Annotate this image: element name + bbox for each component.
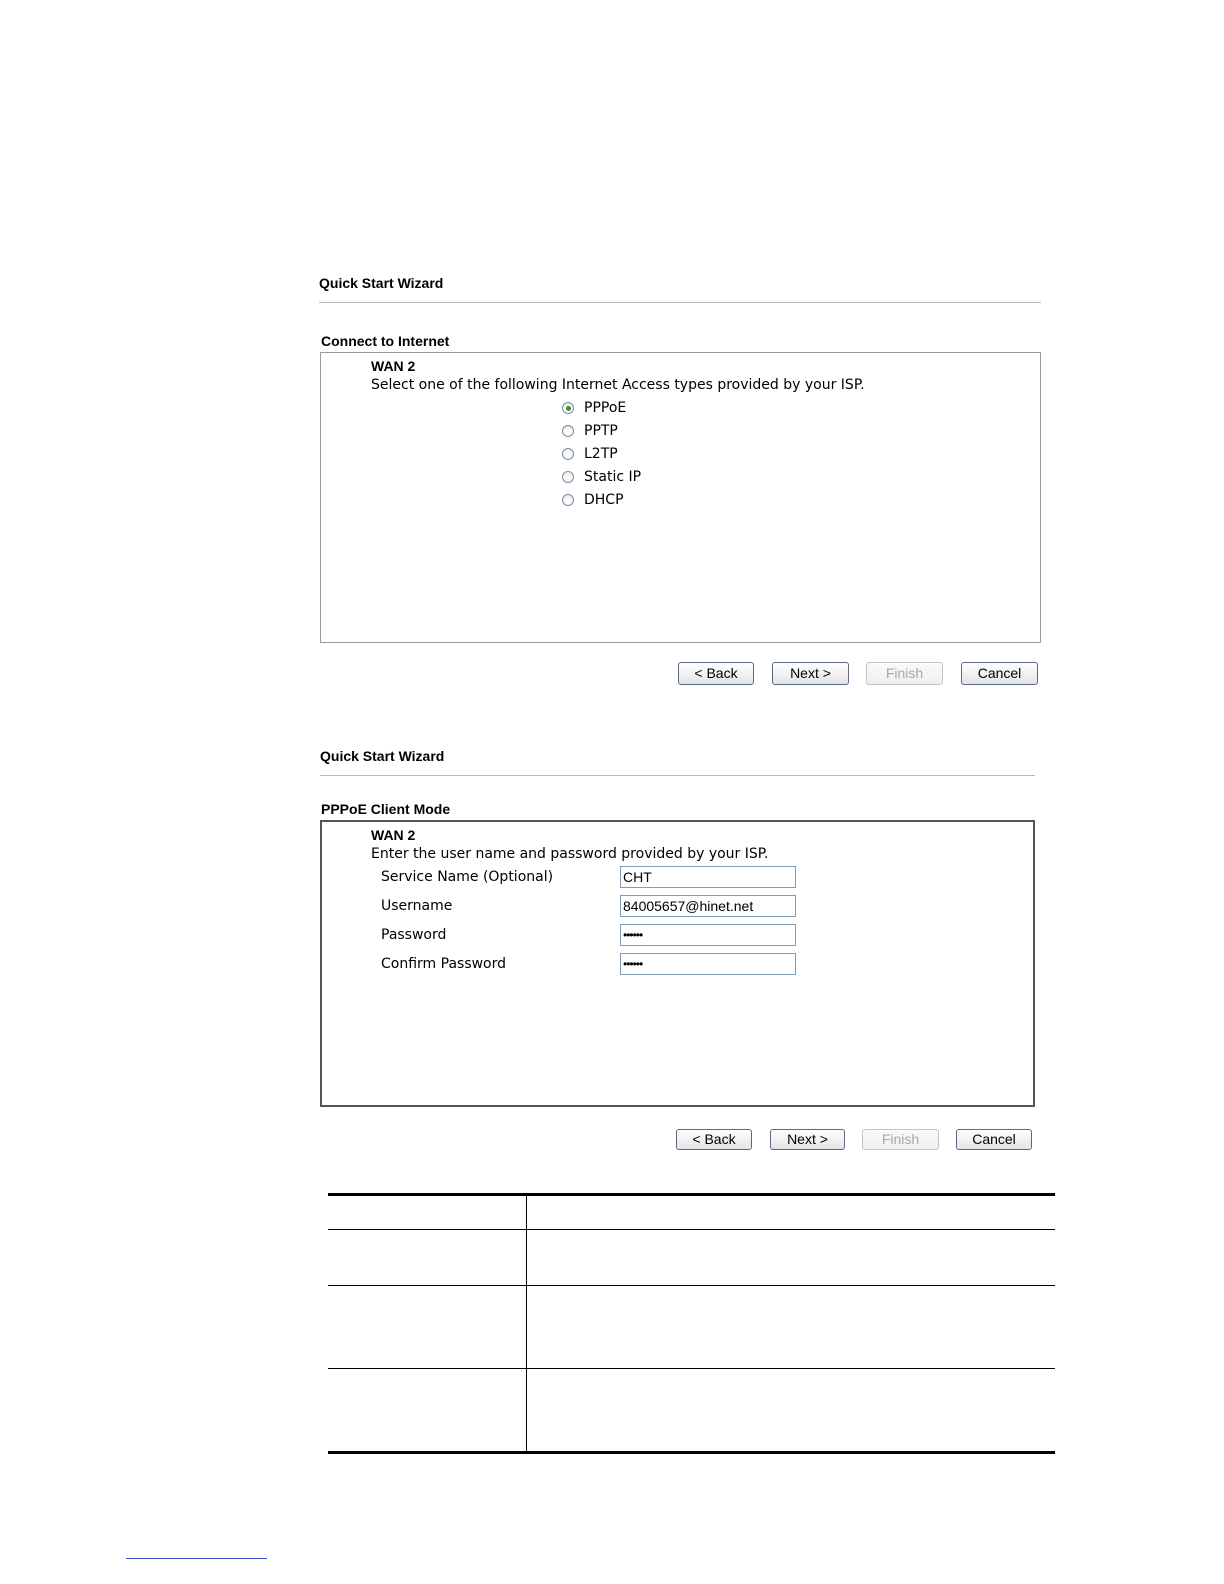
wizard-title: Quick Start Wizard xyxy=(320,748,445,764)
password-input[interactable]: •••••• xyxy=(620,924,796,946)
next-button[interactable]: Next > xyxy=(772,662,849,685)
radio-option-pptp[interactable] xyxy=(562,419,641,442)
instruction-text: Enter the user name and password provided by your ISP. xyxy=(371,846,769,862)
pppoe-client-panel xyxy=(320,820,1035,1107)
radio-button[interactable] xyxy=(562,425,574,437)
description-table xyxy=(328,1193,1055,1454)
service-name-label: Service Name (Optional) xyxy=(381,869,554,885)
table-bottom-border xyxy=(328,1451,1055,1454)
back-button[interactable]: < Back xyxy=(676,1129,752,1150)
access-type-radio-group xyxy=(562,396,641,511)
connect-internet-panel xyxy=(320,352,1041,643)
radio-option-dhcp[interactable] xyxy=(562,488,641,511)
table-column-divider xyxy=(526,1193,527,1452)
back-button[interactable]: < Back xyxy=(678,662,754,685)
wan-label: WAN 2 xyxy=(371,358,416,374)
table-row-divider xyxy=(328,1285,1055,1286)
radio-label: L2TP xyxy=(584,445,618,462)
radio-button[interactable] xyxy=(562,494,574,506)
radio-button[interactable] xyxy=(562,471,574,483)
radio-option-pppoe[interactable] xyxy=(562,396,641,419)
cancel-button[interactable]: Cancel xyxy=(961,662,1038,685)
radio-label: Static IP xyxy=(584,468,642,485)
instruction-text: Select one of the following Internet Access types provided by your ISP. xyxy=(371,377,865,393)
title-divider xyxy=(319,302,1041,303)
radio-option-l2tp[interactable] xyxy=(562,442,641,465)
table-top-border xyxy=(328,1193,1055,1196)
title-divider xyxy=(320,775,1035,776)
next-button[interactable]: Next > xyxy=(770,1129,845,1150)
wan-label: WAN 2 xyxy=(371,827,416,843)
radio-label: DHCP xyxy=(584,491,624,508)
wizard-title: Quick Start Wizard xyxy=(319,275,444,291)
confirm-password-label: Confirm Password xyxy=(381,956,507,972)
confirm-password-input[interactable]: •••••• xyxy=(620,953,796,975)
radio-label: PPPoE xyxy=(584,399,627,416)
username-input[interactable]: 84005657@hinet.net xyxy=(620,895,796,917)
password-label: Password xyxy=(381,927,447,943)
section-title: Connect to Internet xyxy=(321,333,450,349)
radio-option-static-ip[interactable] xyxy=(562,465,641,488)
table-row-divider xyxy=(328,1229,1055,1230)
section-title: PPPoE Client Mode xyxy=(321,801,451,817)
radio-label: PPTP xyxy=(584,422,618,439)
service-name-input[interactable]: CHT xyxy=(620,866,796,888)
finish-button[interactable]: Finish xyxy=(866,662,943,685)
finish-button[interactable]: Finish xyxy=(862,1129,939,1150)
username-label: Username xyxy=(381,898,453,914)
radio-button[interactable] xyxy=(562,402,574,414)
cancel-button[interactable]: Cancel xyxy=(956,1129,1032,1150)
radio-button[interactable] xyxy=(562,448,574,460)
table-row-divider xyxy=(328,1368,1055,1369)
footer-link-underline[interactable] xyxy=(126,1558,267,1559)
